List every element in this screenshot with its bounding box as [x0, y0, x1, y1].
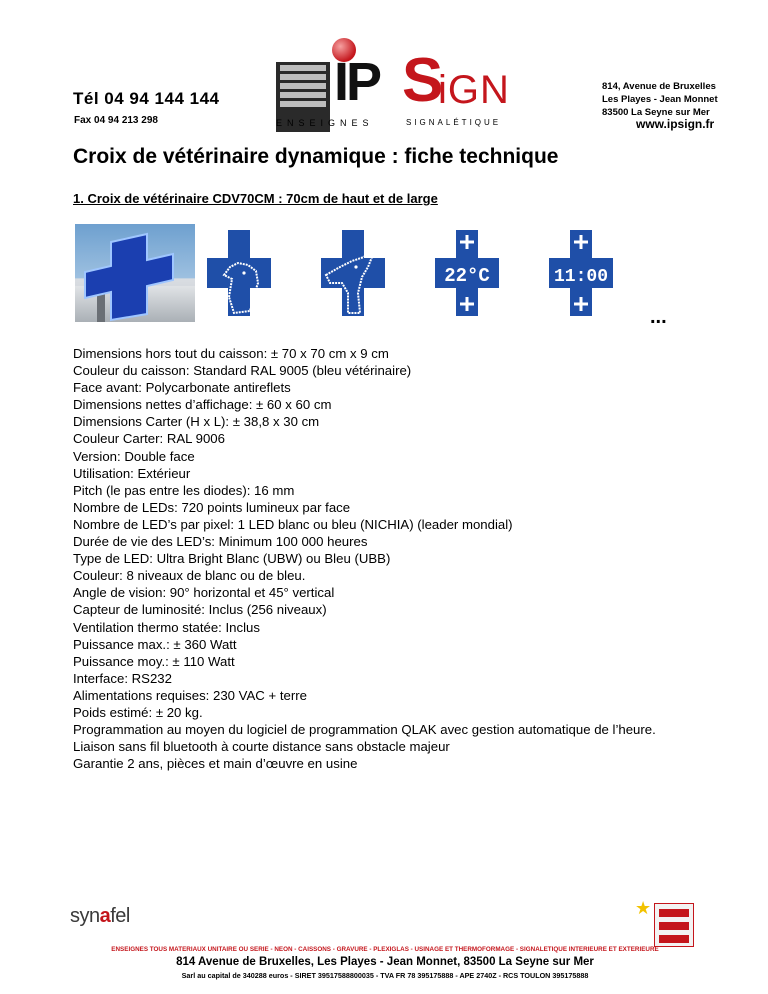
address-line: 83500 La Seyne sur Mer [602, 107, 710, 118]
spec-line: Programmation au moyen du logiciel de programmation QLAK avec gestion automatique de l’heure. [73, 722, 656, 738]
footer-address: 814 Avenue de Bruxelles, Les Playes - Jean Monnet, 83500 La Seyne sur Mer [176, 956, 594, 968]
logo-ign-text: iGN [438, 68, 510, 112]
spec-line: Durée de vie des LED’s: Minimum 100 000 heures [73, 534, 368, 550]
spec-line: Nombre de LED’s par pixel: 1 LED blanc ou bleu (NICHIA) (leader mondial) [73, 516, 513, 532]
spec-line: Liaison sans fil bluetooth à courte distance sans obstacle majeur [73, 739, 450, 755]
spec-line: Interface: RS232 [73, 670, 172, 686]
spec-line: Puissance moy.: ± 110 Watt [73, 653, 235, 669]
logo-subtitle-enseignes: ENSEIGNES [276, 118, 374, 128]
temperature-cross [432, 227, 502, 319]
spec-list [73, 345, 656, 772]
phone-number: Tél 04 94 144 144 [73, 89, 220, 108]
footer-legal: Sarl au capital de 340288 euros - SIRET 39517588800035 - TVA FR 78 395175888 - APE 2740Z - RCS TOULON 395175888 [181, 971, 589, 980]
spec-line: Couleur Carter: RAL 9006 [73, 431, 225, 447]
time-cross [546, 227, 616, 319]
logo-subtitle-signaletique: SIGNALÉTIQUE [406, 118, 502, 127]
spec-line: Utilisation: Extérieur [73, 465, 191, 481]
spec-line: Dimensions nettes d’affichage: ± 60 x 60 cm [73, 397, 332, 413]
spec-line: Face avant: Polycarbonate antireflets [73, 380, 291, 396]
section-title: 1. Croix de vétérinaire CDV70CM : 70cm de haut et de large [73, 191, 438, 206]
synafel-text-c: fel [110, 905, 130, 927]
spec-line: Nombre de LEDs: 720 points lumineux par face [73, 499, 351, 515]
spec-line: Poids estimé: ± 20 kg. [73, 704, 203, 720]
spec-line: Angle de vision: 90° horizontal et 45° vertical [73, 585, 335, 601]
footer-activities: ENSEIGNES TOUS MATERIAUX UNITAIRE OU SERIE - NEON - CAISSONS - GRAVURE - PLEXIGLAS - USINAGE ET THERMOFORMAGE - SIGNALETIQUE INTERIEURE ET EXTERIEURE [111, 946, 659, 953]
horse-head-cross [318, 227, 388, 319]
spec-line: Pitch (le pas entre les diodes): 16 mm [73, 482, 295, 498]
address-line: Les Playes - Jean Monnet [602, 94, 718, 105]
spec-line: Garantie 2 ans, pièces et main d’œuvre en usine [73, 756, 358, 772]
cross-installation-photo [75, 224, 195, 322]
synafel-text-b: a [99, 905, 111, 927]
spec-line: Dimensions hors tout du caisson: ± 70 x 70 cm x 9 cm [73, 346, 389, 361]
spec-line: Couleur du caisson: Standard RAL 9005 (bleu vétérinaire) [73, 363, 412, 379]
website-link[interactable]: www.ipsign.fr [636, 117, 715, 131]
logo-ip-text: IP [334, 52, 380, 112]
temperature-readout: 22°C [444, 265, 490, 287]
dog-head-cross [204, 227, 274, 319]
time-readout: 11:00 [553, 267, 609, 287]
spec-line: Ventilation thermo statée: Inclus [73, 619, 260, 635]
star-icon: ★ [635, 898, 652, 918]
ipsign-logo [276, 38, 516, 130]
spec-line: Capteur de luminosité: Inclus (256 niveaux) [73, 602, 327, 618]
synafel-logo [70, 905, 130, 928]
spec-line: Couleur: 8 niveaux de blanc ou de bleu. [73, 568, 306, 584]
company-address [602, 80, 718, 119]
page-title: Croix de vétérinaire dynamique : fiche technique [73, 145, 559, 168]
fax-number: Fax 04 94 213 298 [74, 115, 158, 126]
logo-s-text: S [402, 46, 444, 115]
spec-line: Alimentations requises: 230 VAC + terre [73, 687, 307, 703]
spec-line: Version: Double face [73, 448, 195, 464]
address-line: 814, Avenue de Bruxelles [602, 81, 716, 92]
certification-seal-icon [654, 903, 694, 947]
more-ellipsis: ... [650, 306, 667, 328]
synafel-text-a: syn [70, 905, 100, 927]
spec-line: Puissance max.: ± 360 Watt [73, 636, 237, 652]
spec-line: Dimensions Carter (H x L): ± 38,8 x 30 cm [73, 414, 320, 430]
spec-line: Type de LED: Ultra Bright Blanc (UBW) ou Bleu (UBB) [73, 551, 391, 567]
